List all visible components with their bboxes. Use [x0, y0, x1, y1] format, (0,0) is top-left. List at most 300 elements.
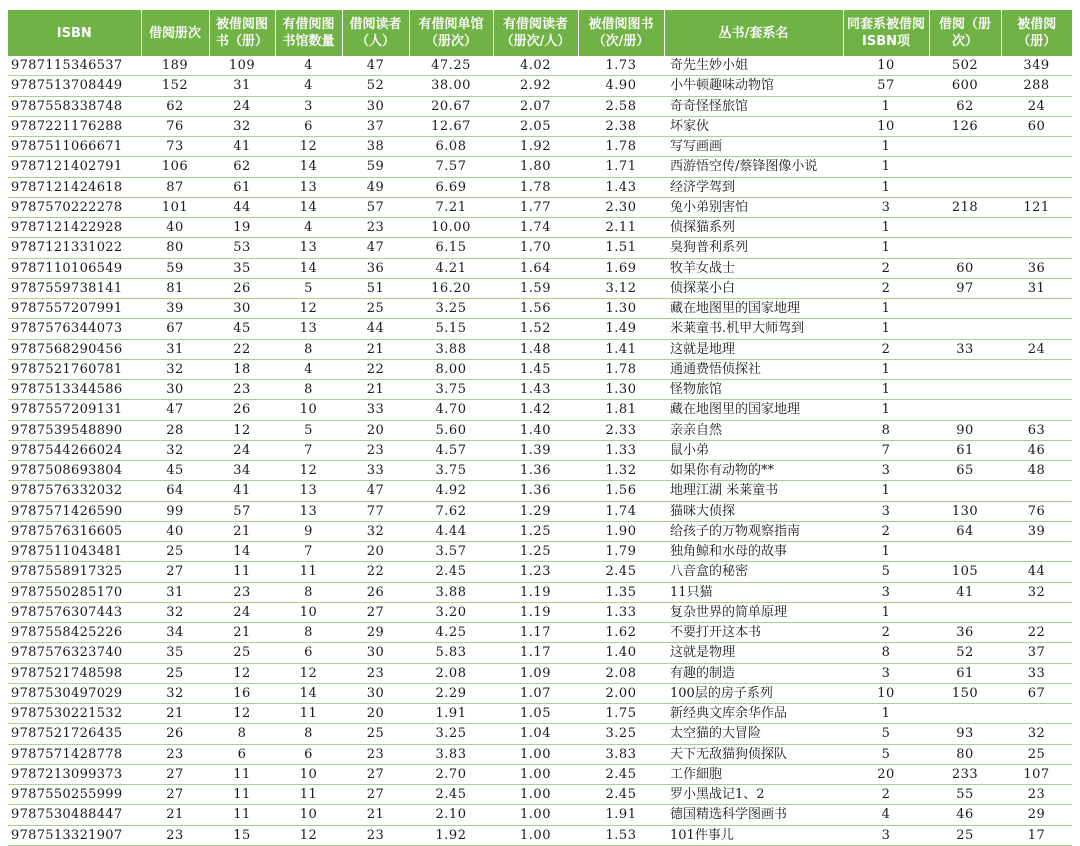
- series-borrow-cell: 93: [929, 724, 1001, 744]
- library-count-cell: 6: [275, 116, 342, 136]
- borrowed-books-cell: 15: [209, 825, 275, 845]
- borrowing-stats-table: [8, 10, 1072, 846]
- library-count-cell: 4: [275, 218, 342, 238]
- library-count-cell: 12: [275, 825, 342, 845]
- isbn-cell: 9787557207991: [8, 299, 141, 319]
- borrowed-books-cell: 18: [209, 359, 275, 379]
- borrowed-books-cell: 23: [209, 380, 275, 400]
- col-library-count-header: 有借阅图书馆数量: [275, 10, 342, 56]
- per-library-cell: 3.83: [409, 744, 493, 764]
- per-book-cell: 1.73: [578, 56, 664, 76]
- isbn-cell: 9787576316605: [8, 521, 141, 541]
- table-row: [8, 663, 1072, 683]
- series-name-cell: 奇奇怪怪旅馆: [664, 96, 843, 116]
- per-library-cell: 3.25: [409, 724, 493, 744]
- per-reader-cell: 2.92: [493, 76, 578, 96]
- library-count-cell: 7: [275, 440, 342, 460]
- reader-count-cell: 21: [342, 339, 409, 359]
- series-isbn-count-cell: 1: [843, 380, 929, 400]
- series-name-cell: 罗小黑战记1、2: [664, 785, 843, 805]
- per-reader-cell: 1.04: [493, 724, 578, 744]
- per-book-cell: 1.35: [578, 582, 664, 602]
- table-row: [8, 157, 1072, 177]
- borrowed-books-cell: 11: [209, 562, 275, 582]
- series-name-cell: 西游悟空传/蔡锋图像小说: [664, 157, 843, 177]
- per-library-cell: 2.29: [409, 683, 493, 703]
- series-name-cell: 101件事儿: [664, 825, 843, 845]
- series-name-cell: 鼠小弟: [664, 440, 843, 460]
- per-book-cell: 1.51: [578, 238, 664, 258]
- borrow-count-cell: 25: [141, 663, 209, 683]
- table-header: [8, 10, 1072, 56]
- per-book-cell: 1.32: [578, 461, 664, 481]
- borrowed-books-cell: 11: [209, 785, 275, 805]
- borrow-count-cell: 28: [141, 420, 209, 440]
- per-library-cell: 6.15: [409, 238, 493, 258]
- isbn-cell: 9787558917325: [8, 562, 141, 582]
- per-library-cell: 3.75: [409, 380, 493, 400]
- series-isbn-count-cell: 3: [843, 582, 929, 602]
- borrowed-books-cell: 11: [209, 764, 275, 784]
- series-name-cell: 怪物旅馆: [664, 380, 843, 400]
- reader-count-cell: 29: [342, 623, 409, 643]
- series-name-cell: 藏在地图里的国家地理: [664, 400, 843, 420]
- per-reader-cell: 1.77: [493, 197, 578, 217]
- series-name-cell: 11只猫: [664, 582, 843, 602]
- per-book-cell: 2.45: [578, 764, 664, 784]
- library-count-cell: 6: [275, 744, 342, 764]
- reader-count-cell: 77: [342, 501, 409, 521]
- series-name-cell: 如果你有动物的**: [664, 461, 843, 481]
- table-row: [8, 623, 1072, 643]
- borrow-count-cell: 73: [141, 137, 209, 157]
- isbn-cell: 9787508693804: [8, 461, 141, 481]
- per-library-cell: 2.45: [409, 562, 493, 582]
- series-books-cell: 67: [1001, 683, 1072, 703]
- col-per-reader-header: 有借阅读者（册次/人）: [493, 10, 578, 56]
- borrow-count-cell: 189: [141, 56, 209, 76]
- per-library-cell: 1.92: [409, 825, 493, 845]
- per-reader-cell: 2.05: [493, 116, 578, 136]
- table-row: [8, 683, 1072, 703]
- isbn-cell: 9787511066671: [8, 137, 141, 157]
- per-book-cell: 1.33: [578, 602, 664, 622]
- per-book-cell: 3.25: [578, 724, 664, 744]
- series-isbn-count-cell: 57: [843, 76, 929, 96]
- isbn-cell: 9787121422928: [8, 218, 141, 238]
- series-name-cell: 通通费悟侦探社: [664, 359, 843, 379]
- table-row: [8, 96, 1072, 116]
- per-reader-cell: 1.09: [493, 663, 578, 683]
- series-isbn-count-cell: 1: [843, 177, 929, 197]
- per-library-cell: 8.00: [409, 359, 493, 379]
- borrow-count-cell: 32: [141, 359, 209, 379]
- reader-count-cell: 44: [342, 319, 409, 339]
- series-borrow-cell: 41: [929, 582, 1001, 602]
- per-reader-cell: 1.80: [493, 157, 578, 177]
- series-isbn-count-cell: 2: [843, 278, 929, 298]
- table-row: [8, 197, 1072, 217]
- isbn-cell: 9787544266024: [8, 440, 141, 460]
- per-library-cell: 12.67: [409, 116, 493, 136]
- series-name-cell: 猫咪大侦探: [664, 501, 843, 521]
- table-row: [8, 724, 1072, 744]
- series-name-cell: 新经典文库余华作品: [664, 704, 843, 724]
- series-name-cell: 坏家伙: [664, 116, 843, 136]
- reader-count-cell: 30: [342, 96, 409, 116]
- per-reader-cell: 1.78: [493, 177, 578, 197]
- reader-count-cell: 23: [342, 218, 409, 238]
- series-name-cell: 这就是物理: [664, 643, 843, 663]
- per-reader-cell: 1.56: [493, 299, 578, 319]
- reader-count-cell: 20: [342, 420, 409, 440]
- borrowed-books-cell: 12: [209, 420, 275, 440]
- series-books-cell: 107: [1001, 764, 1072, 784]
- series-name-cell: 兔小弟别害怕: [664, 197, 843, 217]
- per-book-cell: 2.58: [578, 96, 664, 116]
- series-borrow-cell: 33: [929, 339, 1001, 359]
- series-isbn-count-cell: 1: [843, 96, 929, 116]
- library-count-cell: 10: [275, 400, 342, 420]
- series-borrow-cell: [929, 704, 1001, 724]
- reader-count-cell: 27: [342, 785, 409, 805]
- isbn-cell: 9787558425226: [8, 623, 141, 643]
- col-per-book-header: 被借阅图书（次/册）: [578, 10, 664, 56]
- series-isbn-count-cell: 5: [843, 562, 929, 582]
- table-row: [8, 278, 1072, 298]
- series-borrow-cell: 55: [929, 785, 1001, 805]
- series-books-cell: [1001, 319, 1072, 339]
- series-borrow-cell: 80: [929, 744, 1001, 764]
- borrow-count-cell: 87: [141, 177, 209, 197]
- table-row: [8, 116, 1072, 136]
- borrow-count-cell: 32: [141, 683, 209, 703]
- borrowed-books-cell: 53: [209, 238, 275, 258]
- series-borrow-cell: 60: [929, 258, 1001, 278]
- borrowed-books-cell: 26: [209, 278, 275, 298]
- series-books-cell: 23: [1001, 785, 1072, 805]
- per-library-cell: 7.57: [409, 157, 493, 177]
- series-name-cell: 这就是地理: [664, 339, 843, 359]
- table-row: [8, 704, 1072, 724]
- per-reader-cell: 1.00: [493, 785, 578, 805]
- borrowed-books-cell: 44: [209, 197, 275, 217]
- per-book-cell: 2.45: [578, 562, 664, 582]
- isbn-cell: 9787530497029: [8, 683, 141, 703]
- series-isbn-count-cell: 1: [843, 137, 929, 157]
- series-books-cell: [1001, 299, 1072, 319]
- series-books-cell: [1001, 602, 1072, 622]
- series-books-cell: [1001, 157, 1072, 177]
- per-reader-cell: 1.25: [493, 542, 578, 562]
- per-library-cell: 4.70: [409, 400, 493, 420]
- reader-count-cell: 27: [342, 602, 409, 622]
- library-count-cell: 11: [275, 785, 342, 805]
- borrowed-books-cell: 16: [209, 683, 275, 703]
- borrow-count-cell: 106: [141, 157, 209, 177]
- borrowed-books-cell: 14: [209, 542, 275, 562]
- series-name-cell: 臭狗普利系列: [664, 238, 843, 258]
- per-book-cell: 1.33: [578, 440, 664, 460]
- table-row: [8, 521, 1072, 541]
- per-library-cell: 4.25: [409, 623, 493, 643]
- library-count-cell: 10: [275, 764, 342, 784]
- series-isbn-count-cell: 5: [843, 724, 929, 744]
- series-borrow-cell: 150: [929, 683, 1001, 703]
- series-name-cell: 复杂世界的简单原理: [664, 602, 843, 622]
- per-reader-cell: 1.48: [493, 339, 578, 359]
- library-count-cell: 12: [275, 299, 342, 319]
- series-books-cell: [1001, 137, 1072, 157]
- library-count-cell: 8: [275, 380, 342, 400]
- borrow-count-cell: 101: [141, 197, 209, 217]
- borrowed-books-cell: 41: [209, 481, 275, 501]
- series-name-cell: 米莱童书.机甲大师驾到: [664, 319, 843, 339]
- library-count-cell: 13: [275, 177, 342, 197]
- per-reader-cell: 1.19: [493, 582, 578, 602]
- table-row: [8, 218, 1072, 238]
- series-name-cell: 工作細胞: [664, 764, 843, 784]
- table-row: [8, 56, 1072, 76]
- series-borrow-cell: 126: [929, 116, 1001, 136]
- borrow-count-cell: 40: [141, 218, 209, 238]
- col-series-header: 丛书/套系名: [664, 10, 843, 56]
- series-isbn-count-cell: 10: [843, 683, 929, 703]
- table-row: [8, 602, 1072, 622]
- borrow-count-cell: 23: [141, 744, 209, 764]
- series-borrow-cell: 62: [929, 96, 1001, 116]
- borrowed-books-cell: 109: [209, 56, 275, 76]
- per-book-cell: 1.56: [578, 481, 664, 501]
- borrowed-books-cell: 31: [209, 76, 275, 96]
- series-books-cell: 25: [1001, 744, 1072, 764]
- borrowed-books-cell: 8: [209, 724, 275, 744]
- borrow-count-cell: 32: [141, 602, 209, 622]
- series-borrow-cell: 61: [929, 663, 1001, 683]
- series-isbn-count-cell: 3: [843, 461, 929, 481]
- series-isbn-count-cell: 8: [843, 643, 929, 663]
- series-isbn-count-cell: 1: [843, 299, 929, 319]
- reader-count-cell: 57: [342, 197, 409, 217]
- table-row: [8, 461, 1072, 481]
- borrowed-books-cell: 24: [209, 602, 275, 622]
- borrowing-stats-sheet: [8, 10, 1072, 846]
- isbn-cell: 9787530221532: [8, 704, 141, 724]
- reader-count-cell: 47: [342, 481, 409, 501]
- borrowed-books-cell: 34: [209, 461, 275, 481]
- per-reader-cell: 1.64: [493, 258, 578, 278]
- col-series-books-header: 被借阅（册）: [1001, 10, 1072, 56]
- per-book-cell: 4.90: [578, 76, 664, 96]
- per-library-cell: 2.45: [409, 785, 493, 805]
- per-book-cell: 1.43: [578, 177, 664, 197]
- table-row: [8, 542, 1072, 562]
- per-book-cell: 1.69: [578, 258, 664, 278]
- per-library-cell: 4.44: [409, 521, 493, 541]
- series-name-cell: 有趣的制造: [664, 663, 843, 683]
- borrow-count-cell: 152: [141, 76, 209, 96]
- library-count-cell: 13: [275, 501, 342, 521]
- series-borrow-cell: 52: [929, 643, 1001, 663]
- borrowed-books-cell: 24: [209, 440, 275, 460]
- per-library-cell: 2.70: [409, 764, 493, 784]
- series-name-cell: 不要打开这本书: [664, 623, 843, 643]
- borrow-count-cell: 35: [141, 643, 209, 663]
- per-library-cell: 3.20: [409, 602, 493, 622]
- per-reader-cell: 1.36: [493, 461, 578, 481]
- per-library-cell: 16.20: [409, 278, 493, 298]
- borrow-count-cell: 32: [141, 440, 209, 460]
- per-reader-cell: 1.07: [493, 683, 578, 703]
- series-borrow-cell: [929, 137, 1001, 157]
- isbn-cell: 9787115346537: [8, 56, 141, 76]
- per-book-cell: 1.79: [578, 542, 664, 562]
- isbn-cell: 9787121331022: [8, 238, 141, 258]
- per-library-cell: 1.91: [409, 704, 493, 724]
- reader-count-cell: 36: [342, 258, 409, 278]
- reader-count-cell: 23: [342, 440, 409, 460]
- isbn-cell: 9787576344073: [8, 319, 141, 339]
- series-borrow-cell: 65: [929, 461, 1001, 481]
- library-count-cell: 5: [275, 420, 342, 440]
- per-library-cell: 3.88: [409, 339, 493, 359]
- per-book-cell: 1.40: [578, 643, 664, 663]
- borrow-count-cell: 76: [141, 116, 209, 136]
- per-library-cell: 7.21: [409, 197, 493, 217]
- borrow-count-cell: 26: [141, 724, 209, 744]
- library-count-cell: 8: [275, 339, 342, 359]
- per-book-cell: 2.30: [578, 197, 664, 217]
- table-row: [8, 380, 1072, 400]
- series-books-cell: 121: [1001, 197, 1072, 217]
- per-library-cell: 4.92: [409, 481, 493, 501]
- series-books-cell: [1001, 238, 1072, 258]
- series-borrow-cell: 233: [929, 764, 1001, 784]
- table-row: [8, 440, 1072, 460]
- library-count-cell: 7: [275, 542, 342, 562]
- series-borrow-cell: [929, 157, 1001, 177]
- series-borrow-cell: 218: [929, 197, 1001, 217]
- series-books-cell: 48: [1001, 461, 1072, 481]
- series-books-cell: 44: [1001, 562, 1072, 582]
- reader-count-cell: 38: [342, 137, 409, 157]
- series-books-cell: 24: [1001, 96, 1072, 116]
- series-isbn-count-cell: 1: [843, 602, 929, 622]
- per-book-cell: 2.11: [578, 218, 664, 238]
- reader-count-cell: 30: [342, 643, 409, 663]
- isbn-cell: 9787213099373: [8, 764, 141, 784]
- series-isbn-count-cell: 2: [843, 521, 929, 541]
- reader-count-cell: 47: [342, 56, 409, 76]
- borrow-count-cell: 99: [141, 501, 209, 521]
- table-row: [8, 825, 1072, 845]
- series-name-cell: 地理江湖 米莱童书: [664, 481, 843, 501]
- series-isbn-count-cell: 3: [843, 197, 929, 217]
- series-books-cell: 63: [1001, 420, 1072, 440]
- series-name-cell: 100层的房子系列: [664, 683, 843, 703]
- per-library-cell: 3.57: [409, 542, 493, 562]
- isbn-cell: 9787559738141: [8, 278, 141, 298]
- borrow-count-cell: 81: [141, 278, 209, 298]
- reader-count-cell: 20: [342, 704, 409, 724]
- library-count-cell: 4: [275, 56, 342, 76]
- borrowed-books-cell: 35: [209, 258, 275, 278]
- series-borrow-cell: 61: [929, 440, 1001, 460]
- table-row: [8, 643, 1072, 663]
- borrowed-books-cell: 24: [209, 96, 275, 116]
- borrow-count-cell: 47: [141, 400, 209, 420]
- series-name-cell: 写写画画: [664, 137, 843, 157]
- borrowed-books-cell: 6: [209, 744, 275, 764]
- per-book-cell: 1.71: [578, 157, 664, 177]
- isbn-cell: 9787521760781: [8, 359, 141, 379]
- isbn-cell: 9787570222278: [8, 197, 141, 217]
- series-borrow-cell: [929, 319, 1001, 339]
- series-name-cell: 藏在地图里的国家地理: [664, 299, 843, 319]
- borrowed-books-cell: 19: [209, 218, 275, 238]
- library-count-cell: 14: [275, 683, 342, 703]
- per-library-cell: 5.15: [409, 319, 493, 339]
- series-name-cell: 亲亲自然: [664, 420, 843, 440]
- series-books-cell: [1001, 218, 1072, 238]
- borrow-count-cell: 62: [141, 96, 209, 116]
- series-isbn-count-cell: 4: [843, 805, 929, 825]
- series-books-cell: 32: [1001, 724, 1072, 744]
- library-count-cell: 14: [275, 258, 342, 278]
- series-isbn-count-cell: 1: [843, 319, 929, 339]
- per-reader-cell: 2.07: [493, 96, 578, 116]
- borrowed-books-cell: 57: [209, 501, 275, 521]
- library-count-cell: 8: [275, 582, 342, 602]
- per-library-cell: 20.67: [409, 96, 493, 116]
- reader-count-cell: 23: [342, 825, 409, 845]
- borrow-count-cell: 31: [141, 339, 209, 359]
- series-isbn-count-cell: 2: [843, 623, 929, 643]
- per-library-cell: 4.57: [409, 440, 493, 460]
- table-row: [8, 785, 1072, 805]
- per-reader-cell: 1.92: [493, 137, 578, 157]
- table-row: [8, 501, 1072, 521]
- series-isbn-count-cell: 1: [843, 400, 929, 420]
- reader-count-cell: 30: [342, 683, 409, 703]
- per-library-cell: 2.08: [409, 663, 493, 683]
- library-count-cell: 13: [275, 319, 342, 339]
- per-library-cell: 4.21: [409, 258, 493, 278]
- borrow-count-cell: 25: [141, 542, 209, 562]
- library-count-cell: 14: [275, 157, 342, 177]
- series-isbn-count-cell: 2: [843, 785, 929, 805]
- reader-count-cell: 23: [342, 744, 409, 764]
- col-borrowed-books-header: 被借阅图书（册）: [209, 10, 275, 56]
- isbn-cell: 9787550285170: [8, 582, 141, 602]
- isbn-cell: 9787121424618: [8, 177, 141, 197]
- series-name-cell: 牧羊女战士: [664, 258, 843, 278]
- borrowed-books-cell: 61: [209, 177, 275, 197]
- per-book-cell: 1.78: [578, 359, 664, 379]
- series-borrow-cell: [929, 380, 1001, 400]
- reader-count-cell: 21: [342, 805, 409, 825]
- isbn-cell: 9787110106549: [8, 258, 141, 278]
- table-row: [8, 177, 1072, 197]
- series-isbn-count-cell: 1: [843, 704, 929, 724]
- col-per-library-header: 有借阅单馆（册次）: [409, 10, 493, 56]
- reader-count-cell: 25: [342, 724, 409, 744]
- borrowed-books-cell: 21: [209, 623, 275, 643]
- borrowed-books-cell: 25: [209, 643, 275, 663]
- per-reader-cell: 1.52: [493, 319, 578, 339]
- series-books-cell: 37: [1001, 643, 1072, 663]
- series-isbn-count-cell: 10: [843, 56, 929, 76]
